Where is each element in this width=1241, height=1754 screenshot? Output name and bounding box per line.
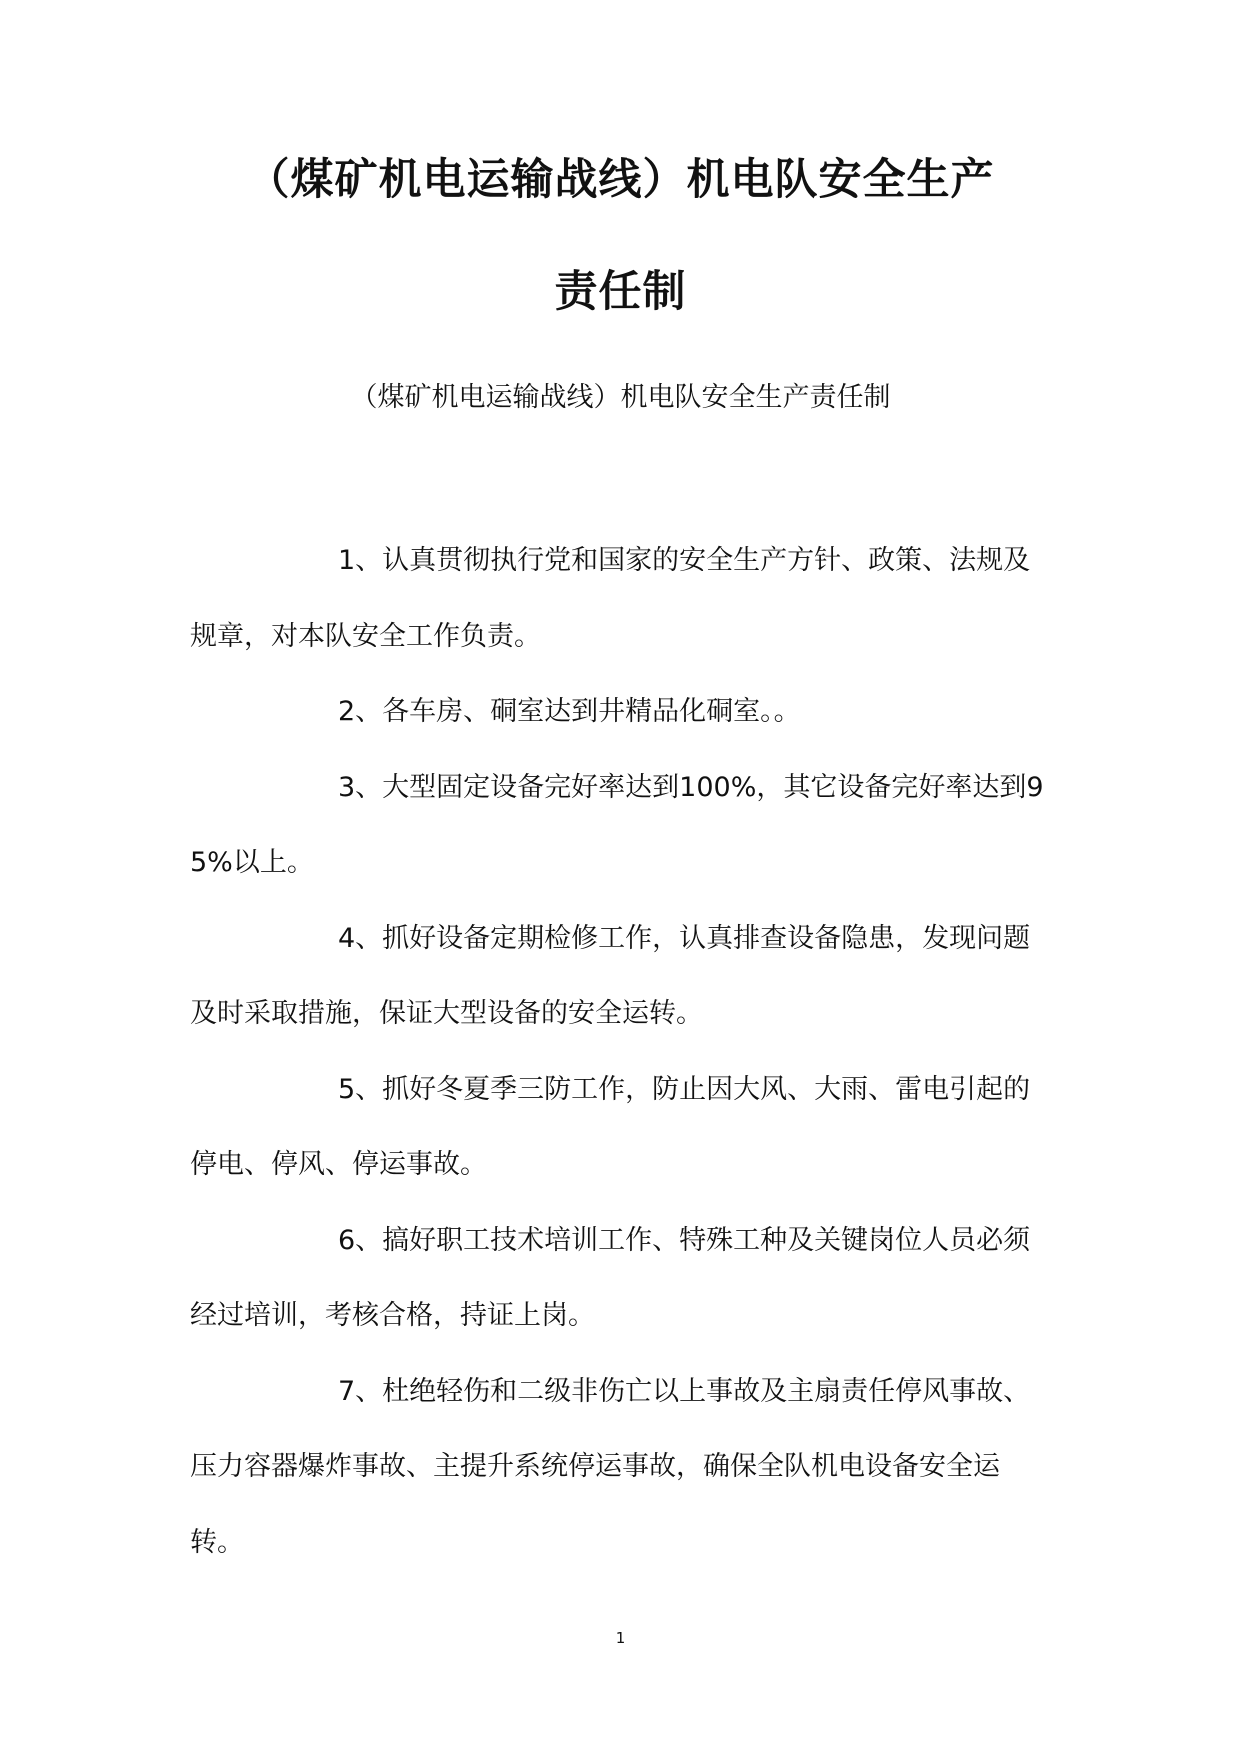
paragraph-1: 1、认真贯彻执行党和国家的安全生产方针、政策、法规及规章，对本队安全工作负责。 — [190, 545, 1031, 652]
document-body — [190, 523, 1052, 1580]
page-number: 1 — [615, 1629, 626, 1647]
paragraph-3: 3、大型固定设备完好率达到100%，其它设备完好率达到95%以上。 — [190, 771, 1044, 878]
paragraph-4: 4、抓好设备定期检修工作，认真排查设备隐患，发现问题及时采取措施，保证大型设备的安全运转。 — [190, 922, 1031, 1029]
paragraph-5: 5、抓好冬夏季三防工作，防止因大风、大雨、雷电引起的停电、停风、停运事故。 — [190, 1073, 1031, 1180]
paragraph-7: 7、杜绝轻伤和二级非伤亡以上事故及主扇责任停风事故、压力容器爆炸事故、主提升系统停运事故，确保全队机电设备安全运转。 — [190, 1375, 1031, 1558]
document-title-line-1: （煤矿机电运输战线）机电队安全生产 — [246, 155, 995, 205]
paragraph-2: 2、各车房、硐室达到井精品化硐室。。 — [338, 696, 801, 727]
paragraph-6: 6、搞好职工技术培训工作、特殊工种及关键岗位人员必须经过培训，考核合格，持证上岗。 — [190, 1224, 1031, 1331]
document-subtitle: （煤矿机电运输战线）机电队安全生产责任制 — [350, 382, 891, 413]
document-title-line-2: 责任制 — [554, 267, 687, 317]
